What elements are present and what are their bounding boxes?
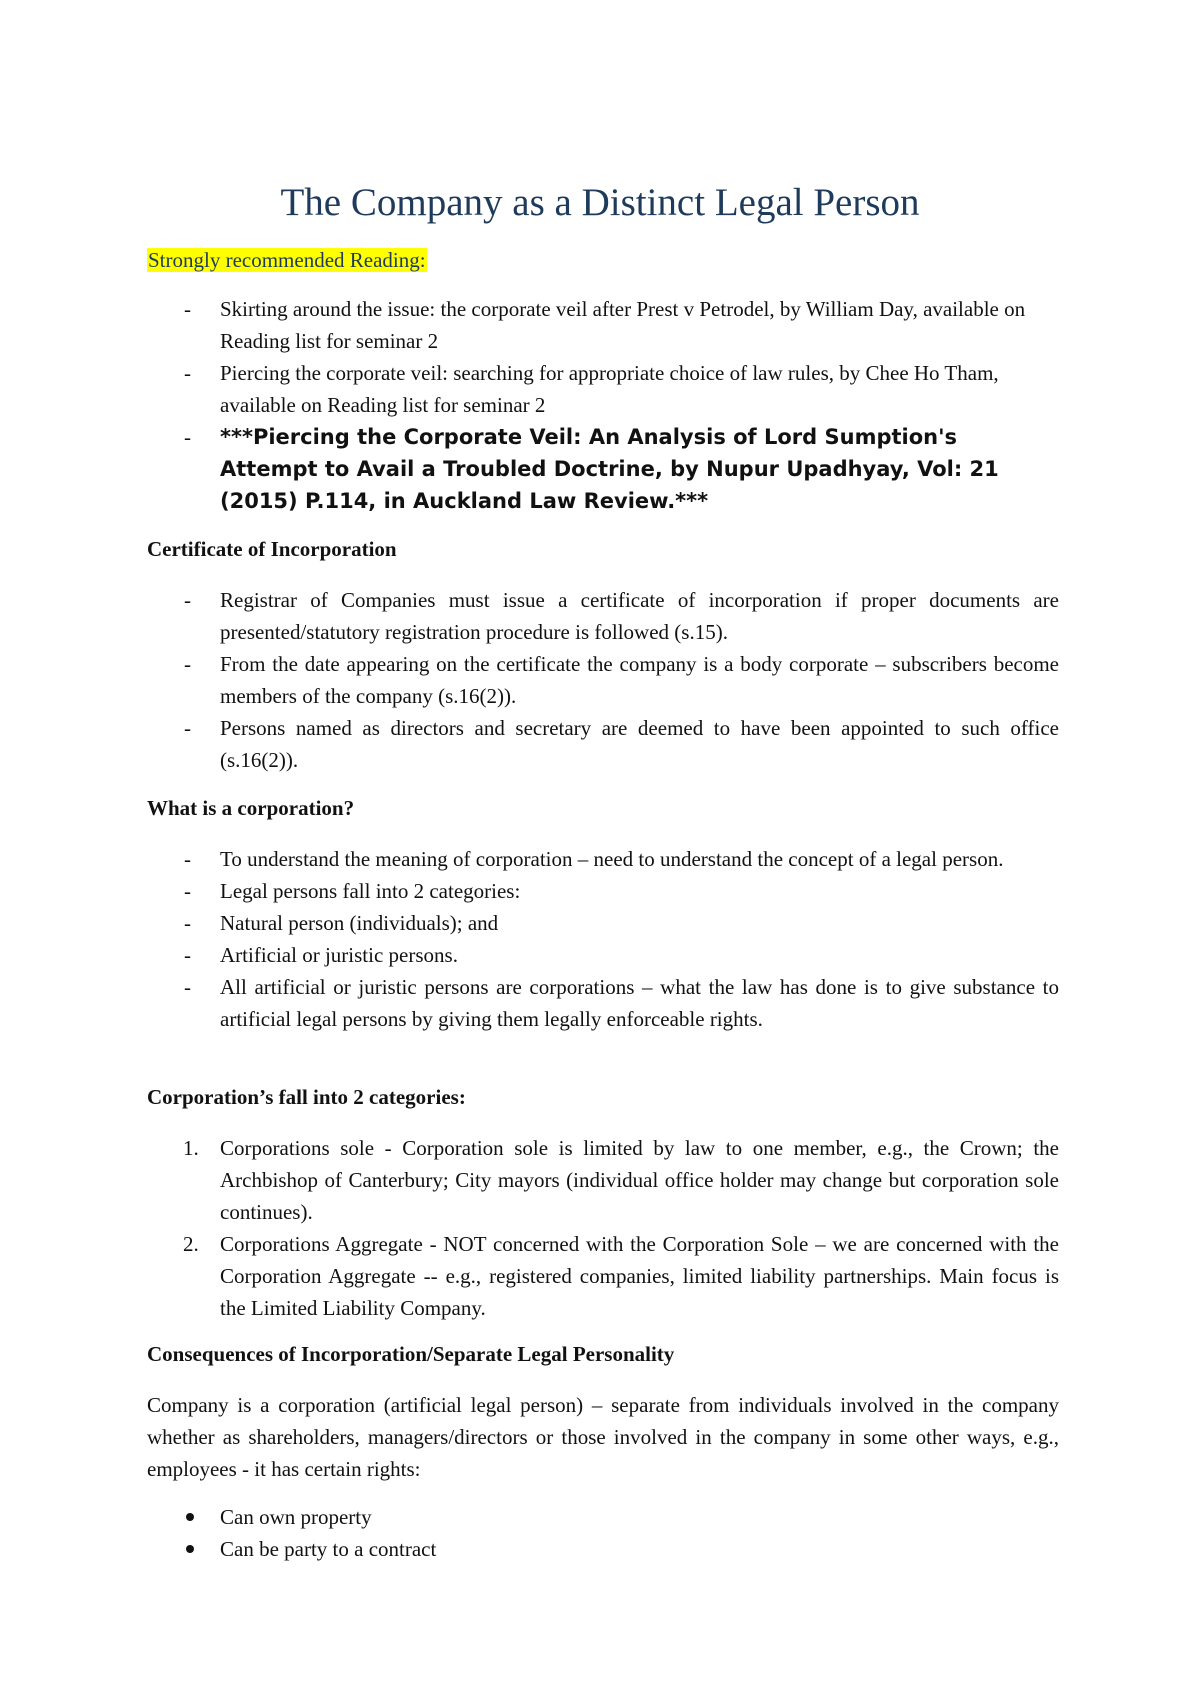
list-item: - Persons named as directors and secretary are deemed to have been appointed to such office (s.16(2)). [184, 716, 1059, 772]
page-title: The Company as a Distinct Legal Person [280, 181, 920, 224]
reading-list [147, 293, 1059, 517]
list-item: - Artificial or juristic persons. [184, 943, 458, 967]
list-item: - ***Piercing the Corporate Veil: An Analysis of Lord Sumption's Attempt to Avail a Troubled Doctrine, by Nupur Upadhyay, Vol: 21 (2015) P.114, in Auckland Law Review.*** [184, 425, 999, 513]
bullet-icon [186, 1513, 194, 1521]
list-item: - Piercing the corporate veil: searching for appropriate choice of law rules, by Chee Ho Tham, available on Reading list for seminar 2 [184, 361, 999, 417]
list-item: - Skirting around the issue: the corporate veil after Prest v Petrodel, by William Day, available on Reading list for seminar 2 [184, 297, 1026, 353]
section-heading-corporation: What is a corporation? [147, 796, 355, 820]
list-item: 2. Corporations Aggregate - NOT concerned with the Corporation Sole – we are concerned with the Corporation Aggregate -- e.g., registered companies, limited liability partnerships. Main focus is the Limited Liability Company. [183, 1232, 1059, 1320]
section-heading-certificate: Certificate of Incorporation [147, 537, 397, 561]
list-item: - Natural person (individuals); and [184, 911, 499, 935]
consequences-bullets [147, 1501, 1059, 1565]
section-heading-consequences: Consequences of Incorporation/Separate Legal Personality [147, 1342, 675, 1366]
list-item: - From the date appearing on the certificate the company is a body corporate – subscribers become members of the company (s.16(2)). [184, 652, 1059, 708]
certificate-list [147, 584, 1059, 776]
list-item: - Registrar of Companies must issue a certificate of incorporation if proper documents are presented/statutory registration procedure is followed (s.15). [184, 588, 1059, 644]
consequences-paragraph: Company is a corporation (artificial legal person) – separate from individuals involved in the company whether as shareholders, managers/directors or those involved in the company in some other ways, e.g., employees - it has certain rights: [147, 1393, 1059, 1481]
list-item: 1. Corporations sole - Corporation sole is limited by law to one member, e.g., the Crown; the Archbishop of Canterbury; City mayors (individual office holder may change but corporation sole continues). [183, 1136, 1059, 1224]
section-heading-categories: Corporation’s fall into 2 categories: [147, 1085, 466, 1109]
list-item: Can own property [147, 1501, 1059, 1533]
bullet-icon [186, 1545, 194, 1553]
list-item: - All artificial or juristic persons are corporations – what the law has done is to give substance to artificial legal persons by giving them legally enforceable rights. [184, 975, 1059, 1031]
list-item: - Legal persons fall into 2 categories: [184, 879, 521, 903]
list-item: Can be party to a contract [147, 1533, 1059, 1565]
corporation-list [147, 843, 1059, 1035]
categories-list [147, 1132, 1059, 1324]
recommended-reading-label: Strongly recommended Reading: [148, 248, 426, 272]
list-item: - To understand the meaning of corporation – need to understand the concept of a legal person. [184, 847, 1004, 871]
